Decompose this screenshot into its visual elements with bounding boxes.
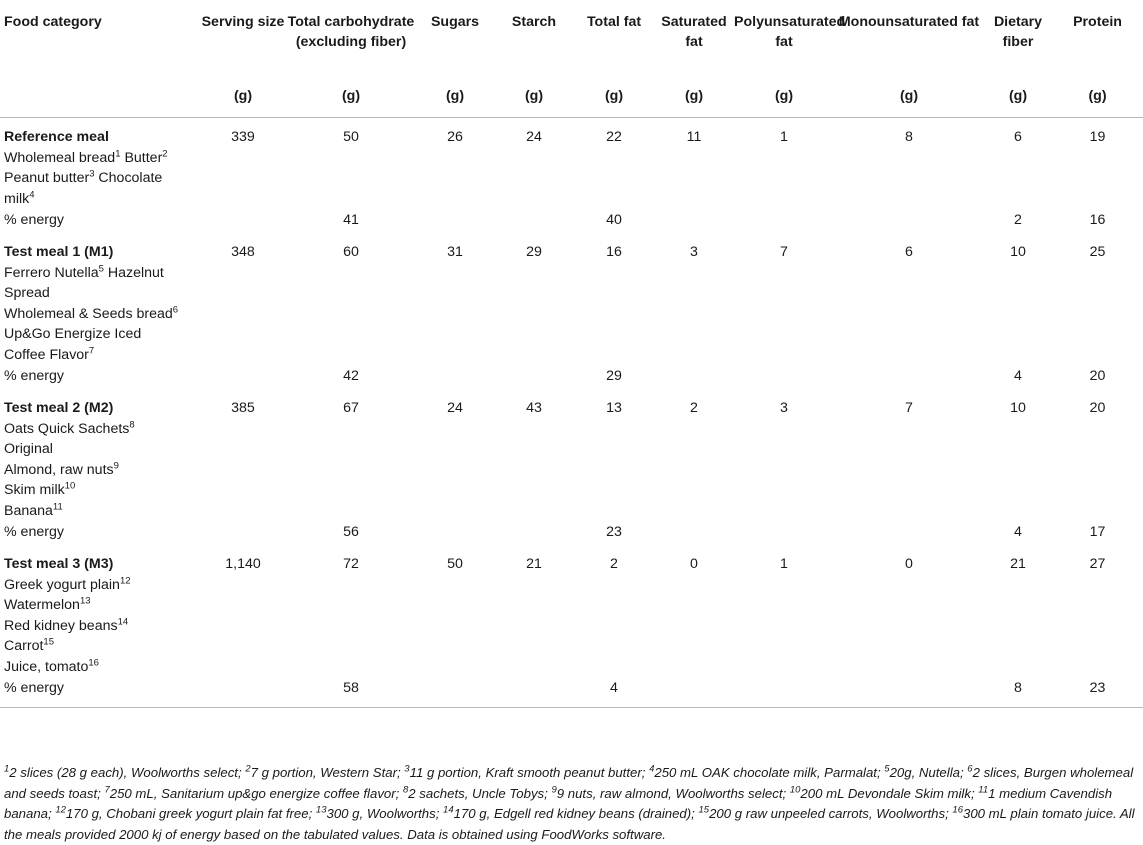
meal-item-text: Ferrero Nutella: [4, 264, 99, 281]
table-body: [0, 118, 1143, 708]
meal-item-text: Hazelnut: [103, 264, 164, 281]
meal-item: [4, 345, 200, 366]
meal-name: Test meal 1 (M1): [4, 244, 114, 260]
value-cell: 1,140: [225, 556, 261, 572]
value-cell: 24: [447, 400, 463, 416]
column-header: Dietary fiber: [993, 14, 1043, 50]
value-cell: 67: [343, 400, 359, 416]
column-unit: (g): [1008, 88, 1028, 104]
food-category-cell: [0, 389, 200, 521]
value-cell: 8: [905, 129, 913, 145]
value-cell: 29: [526, 244, 542, 260]
meal-item: [4, 616, 200, 637]
energy-value-cell: 23: [1089, 680, 1106, 696]
meal-name: Test meal 3 (M3): [4, 556, 114, 572]
value-cell: 19: [1089, 129, 1106, 145]
energy-value-cell: 23: [606, 524, 622, 540]
meal-item-footnote-ref: 12: [119, 574, 131, 586]
table-row: [0, 545, 1143, 677]
meal-item: [4, 501, 200, 522]
energy-value-cell: 29: [606, 368, 622, 384]
meal-item-footnote-ref: 10: [64, 480, 76, 492]
value-cell: 50: [343, 129, 359, 145]
meal-item-footnote-ref: 8: [129, 418, 135, 430]
energy-value-cell: [654, 521, 734, 545]
energy-value-cell: 58: [343, 680, 359, 696]
footnote-text: 250 mL OAK chocolate milk, Parmalat;: [654, 765, 885, 780]
value-cell: 6: [905, 244, 913, 260]
energy-value-cell: 2: [1014, 212, 1022, 228]
meal-item-text: Almond, raw nuts: [4, 461, 114, 478]
meal-item-footnote-ref: 11: [52, 500, 63, 512]
column-unit: (g): [445, 88, 465, 104]
meal-item-footnote-ref: 3: [89, 168, 95, 180]
energy-value-cell: [654, 677, 734, 708]
footnote-text: 300 g, Woolworths;: [326, 806, 444, 821]
value-cell: 11: [686, 129, 702, 145]
meal-item: [4, 419, 200, 440]
footnote-footnote-ref: 6: [967, 763, 973, 775]
footnote-footnote-ref: 2: [245, 763, 251, 775]
energy-value-cell: 56: [343, 524, 359, 540]
value-cell: 27: [1089, 556, 1106, 572]
value-cell: 16: [606, 244, 622, 260]
meal-item-text: Red kidney beans: [4, 617, 118, 634]
meal-item-footnote-ref: 15: [43, 636, 54, 648]
energy-value-cell: 17: [1089, 524, 1106, 540]
meal-item: [4, 283, 200, 304]
meal-item-text: Spread: [4, 285, 50, 301]
energy-label: % energy: [4, 524, 64, 540]
food-category-cell: [0, 233, 200, 365]
value-cell: 6: [1014, 129, 1022, 145]
energy-value-cell: [494, 521, 574, 545]
footnote-footnote-ref: 15: [698, 804, 710, 816]
footnote-text: 11 g portion, Kraft smooth peanut butter;: [409, 765, 650, 780]
energy-value-cell: 42: [343, 368, 359, 384]
energy-row: [0, 365, 1143, 389]
meal-item: [4, 189, 200, 210]
table-row: [0, 118, 1143, 210]
meal-item: [4, 168, 200, 189]
energy-value-cell: [734, 521, 834, 545]
energy-label: % energy: [4, 368, 64, 384]
food-category-cell: [0, 118, 200, 210]
meal-item-text: Coffee Flavor: [4, 346, 89, 363]
table-row: [0, 233, 1143, 365]
meal-item-footnote-ref: 9: [113, 459, 119, 471]
energy-value-cell: [834, 521, 984, 545]
value-cell: 24: [526, 129, 542, 145]
meal-item: [4, 304, 200, 325]
meal-item: [4, 263, 200, 284]
value-cell: 72: [343, 556, 359, 572]
meal-item-text: Chocolate: [94, 170, 163, 186]
column-header: Starch: [511, 14, 557, 30]
footnote-text: 170 g, Chobani greek yogurt plain fat free;: [65, 806, 316, 821]
meal-item-text: Greek yogurt plain: [4, 576, 120, 593]
column-unit: (g): [233, 88, 253, 104]
value-cell: 20: [1089, 400, 1106, 416]
table-footnote: [4, 763, 1138, 845]
energy-row: [0, 521, 1143, 545]
footnote-text: 7 g portion, Western Star;: [250, 765, 405, 780]
energy-label: % energy: [4, 680, 64, 696]
column-unit: (g): [684, 88, 704, 104]
footnote-footnote-ref: 9: [551, 784, 557, 796]
energy-label: % energy: [4, 212, 64, 228]
energy-value-cell: [416, 521, 494, 545]
energy-row: [0, 209, 1143, 233]
footnote-text: 300 mL plain tomato juice. All the meals provided 2000 kj of energy based on the tabulated values. Data is obtained using FoodWorks software.: [4, 806, 1135, 842]
table-row: [0, 389, 1143, 521]
energy-value-cell: [416, 677, 494, 708]
value-cell: 1: [780, 556, 788, 572]
meal-item-footnote-ref: 5: [98, 262, 104, 274]
value-cell: 0: [905, 556, 913, 572]
meal-item: [4, 460, 200, 481]
value-cell: 60: [343, 244, 359, 260]
meal-item-text: Original: [4, 441, 53, 457]
meal-item-text: Butter: [120, 149, 163, 166]
energy-value-cell: [416, 365, 494, 389]
energy-value-cell: [834, 209, 984, 233]
column-unit: (g): [1088, 88, 1107, 104]
column-header: Serving size: [201, 14, 285, 30]
energy-value-cell: [200, 521, 286, 545]
footnote-footnote-ref: 8: [402, 784, 409, 796]
column-header: Monounsaturated fat: [838, 14, 980, 30]
meal-item-text: Juice, tomato: [4, 658, 89, 675]
value-cell: 7: [905, 400, 913, 416]
food-category-cell: [0, 545, 200, 677]
value-cell: 22: [606, 129, 622, 145]
footnote-footnote-ref: 14: [443, 804, 454, 816]
footnote-text: 20g, Nutella;: [889, 765, 968, 780]
footnote-text: 1 medium Cavendish banana;: [4, 785, 1113, 821]
meal-item: [4, 148, 200, 169]
energy-value-cell: [734, 209, 834, 233]
meal-item-text: Carrot: [4, 638, 44, 654]
meal-item: [4, 324, 200, 345]
value-cell: 10: [1010, 244, 1026, 260]
table-header: [0, 0, 1143, 118]
value-cell: 43: [526, 400, 542, 416]
value-cell: 13: [606, 400, 622, 416]
energy-value-cell: 20: [1089, 368, 1106, 384]
footnote-footnote-ref: 1: [4, 763, 10, 775]
footnote-text: 2 sachets, Uncle Tobys;: [408, 785, 552, 801]
meal-item-footnote-ref: 13: [79, 595, 91, 607]
energy-value-cell: [834, 365, 984, 389]
value-cell: 25: [1089, 244, 1106, 260]
meal-item-footnote-ref: 6: [172, 303, 179, 315]
column-header: Total carbohydrate (excluding fiber): [287, 14, 415, 50]
value-cell: 26: [447, 129, 463, 145]
footnote-footnote-ref: 7: [104, 784, 110, 796]
energy-value-cell: 40: [606, 212, 622, 228]
energy-value-cell: 4: [1014, 524, 1022, 540]
energy-value-cell: [494, 677, 574, 708]
meal-item-footnote-ref: 4: [29, 188, 35, 200]
meal-name: Reference meal: [4, 129, 109, 145]
energy-value-cell: [200, 209, 286, 233]
meal-item: [4, 595, 200, 616]
footnote-text: 2 slices, Burgen wholemeal and seeds toast;: [4, 765, 1134, 801]
meal-item-text: Oats Quick Sachets: [4, 420, 130, 437]
energy-value-cell: 8: [1014, 680, 1022, 696]
meal-item-footnote-ref: 16: [88, 656, 99, 668]
meal-item-text: Wholemeal bread: [4, 149, 116, 166]
energy-value-cell: [734, 677, 834, 708]
column-header: Saturated fat: [661, 14, 727, 50]
footnote-text: 200 g raw unpeeled carrots, Woolworths;: [709, 806, 953, 821]
energy-row: [0, 677, 1143, 708]
value-cell: 21: [1010, 556, 1026, 572]
footnote-footnote-ref: 11: [978, 784, 989, 796]
column-header: Sugars: [430, 14, 480, 30]
energy-value-cell: 4: [610, 680, 618, 696]
meal-item-footnote-ref: 7: [88, 344, 95, 356]
value-cell: 50: [447, 556, 463, 572]
footnote-footnote-ref: 13: [315, 804, 327, 816]
value-cell: 348: [231, 244, 255, 260]
value-cell: 31: [447, 244, 463, 260]
column-header: Total fat: [586, 14, 642, 30]
value-cell: 0: [690, 556, 698, 572]
footnote-text: 170 g, Edgell red kidney beans (drained);: [453, 806, 699, 821]
energy-value-cell: [654, 209, 734, 233]
footnote-footnote-ref: 10: [789, 784, 801, 796]
energy-value-cell: 16: [1089, 212, 1106, 228]
meal-item: [4, 480, 200, 501]
value-cell: 7: [780, 244, 788, 260]
column-unit: (g): [604, 88, 624, 104]
meal-item-text: Skim milk: [4, 482, 65, 498]
footnote-footnote-ref: 4: [649, 763, 655, 775]
column-unit: [0, 86, 200, 118]
energy-value-cell: 41: [343, 212, 359, 228]
value-cell: 10: [1010, 400, 1026, 416]
footnote-footnote-ref: 16: [952, 804, 963, 816]
energy-value-cell: [734, 365, 834, 389]
footnote-text: 2 slices (28 g each), Woolworths select;: [9, 765, 246, 780]
energy-value-cell: 4: [1014, 368, 1022, 384]
meal-item-text: Watermelon: [4, 597, 80, 613]
column-header: Protein: [1073, 14, 1122, 30]
meal-item-text: Peanut butter: [4, 170, 90, 186]
energy-value-cell: [200, 677, 286, 708]
energy-value-cell: [200, 365, 286, 389]
energy-value-cell: [654, 365, 734, 389]
meal-item-footnote-ref: 2: [162, 147, 168, 159]
column-header: Polyunsaturated fat: [734, 14, 846, 50]
value-cell: 2: [690, 400, 698, 416]
meal-name: Test meal 2 (M2): [4, 400, 114, 416]
footnote-text: 9 nuts, raw almond, Woolworths select;: [556, 785, 790, 801]
energy-value-cell: [416, 209, 494, 233]
column-unit: (g): [899, 88, 919, 104]
meal-item: [4, 439, 200, 460]
value-cell: 2: [610, 556, 618, 572]
footnote-text: 250 mL, Sanitarium up&go energize coffee flavor;: [109, 785, 403, 801]
meal-item: [4, 575, 200, 596]
value-cell: 1: [780, 129, 788, 145]
value-cell: 3: [690, 244, 698, 260]
energy-value-cell: [494, 365, 574, 389]
footnote-footnote-ref: 12: [55, 804, 66, 816]
meal-item-footnote-ref: 1: [115, 147, 121, 159]
meal-item-text: Wholemeal & Seeds bread: [4, 305, 173, 322]
value-cell: 3: [780, 400, 788, 416]
energy-value-cell: [834, 677, 984, 708]
value-cell: 339: [231, 129, 255, 145]
meal-item: [4, 636, 200, 657]
meal-item-footnote-ref: 14: [117, 615, 129, 627]
footnote-footnote-ref: 5: [884, 763, 890, 775]
meal-item-text: Banana: [4, 502, 53, 519]
footnote-footnote-ref: 3: [404, 763, 410, 775]
column-unit: (g): [524, 88, 544, 104]
footnote-text: 200 mL Devondale Skim milk;: [800, 785, 979, 801]
energy-value-cell: [494, 209, 574, 233]
column-unit: (g): [341, 88, 361, 104]
meal-item-text: milk: [4, 190, 30, 207]
meal-item-text: Up&Go Energize Iced: [4, 326, 142, 342]
value-cell: 385: [231, 400, 255, 416]
column-unit: (g): [774, 88, 794, 104]
meal-item: [4, 657, 200, 678]
value-cell: 21: [526, 556, 542, 572]
column-header: Food category: [4, 14, 102, 30]
